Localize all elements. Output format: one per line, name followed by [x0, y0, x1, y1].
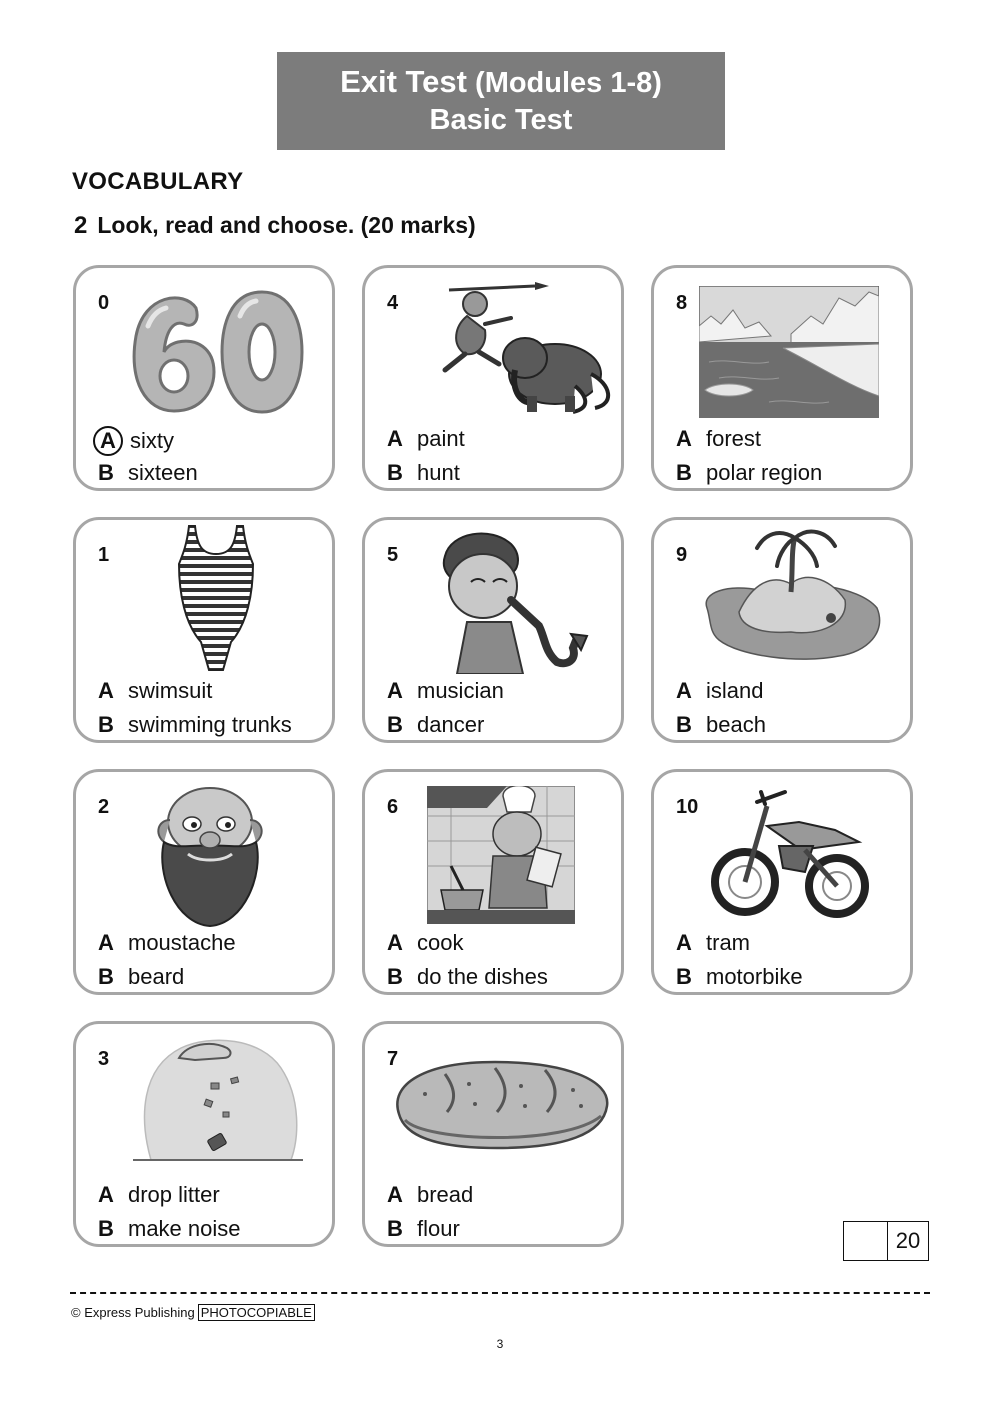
question-number: 1: [98, 544, 110, 566]
cut-line: [70, 1292, 930, 1294]
option-b[interactable]: [676, 964, 803, 990]
option-b[interactable]: [387, 460, 460, 486]
title-line: [277, 64, 725, 100]
question-card-10: [651, 769, 913, 995]
option-a[interactable]: [98, 426, 174, 456]
option-b[interactable]: [387, 1216, 460, 1242]
exercise-instruction: [74, 212, 476, 240]
option-b-text: beard: [128, 964, 185, 989]
question-number: 10: [676, 796, 699, 818]
option-letter-b: B: [387, 460, 403, 485]
option-b[interactable]: [98, 964, 184, 990]
question-number: 3: [98, 1048, 110, 1070]
score-box: [843, 1221, 929, 1261]
option-b-text: motorbike: [706, 964, 803, 989]
swimsuit-icon: [171, 524, 261, 674]
option-letter-b: B: [676, 964, 692, 989]
question-number: 0: [98, 292, 110, 314]
option-a[interactable]: [98, 678, 212, 704]
option-letter-a: A: [387, 930, 403, 955]
question-card-7: [362, 1021, 624, 1247]
option-letter-b: B: [387, 964, 403, 989]
question-number: 8: [676, 292, 688, 314]
option-letter-a: A: [676, 426, 692, 451]
option-letter-a: A: [98, 1182, 114, 1207]
option-letter-b: B: [676, 460, 692, 485]
option-a[interactable]: [676, 678, 763, 704]
option-a-text: musician: [417, 678, 504, 703]
option-a-text: island: [706, 678, 764, 703]
option-a-text: swimsuit: [128, 678, 213, 703]
bearded-man-icon: [148, 784, 273, 929]
question-card-4: [362, 265, 624, 491]
option-b[interactable]: [98, 460, 198, 486]
option-letter-a: A: [387, 426, 403, 451]
question-card-1: [73, 517, 335, 743]
question-card-2: [73, 769, 335, 995]
score-total: 20: [895, 1228, 921, 1253]
option-b[interactable]: [98, 712, 292, 738]
option-a[interactable]: [387, 678, 504, 704]
option-b-text: swimming trunks: [128, 712, 292, 737]
copyright-text: © Express Publishing: [71, 1305, 195, 1320]
option-a[interactable]: [98, 1182, 220, 1208]
question-number: 7: [387, 1048, 399, 1070]
saxophone-player-icon: [427, 526, 592, 674]
option-a[interactable]: [98, 930, 236, 956]
option-b-text: make noise: [128, 1216, 241, 1241]
option-b-text: flour: [417, 1216, 460, 1241]
option-letter-b: B: [98, 712, 114, 737]
option-letter-b: B: [387, 712, 403, 737]
option-a-text: cook: [417, 930, 464, 955]
option-b[interactable]: [676, 712, 766, 738]
test-modules: (Modules 1-8): [475, 67, 662, 99]
question-card-8: [651, 265, 913, 491]
motorbike-icon: [709, 786, 869, 926]
litter-icon: [131, 1028, 306, 1163]
palm-island-icon: [699, 528, 884, 668]
option-letter-a: A: [98, 678, 114, 703]
option-a-text: bread: [417, 1182, 474, 1207]
option-b-text: do the dishes: [417, 964, 548, 989]
option-b-text: hunt: [417, 460, 460, 485]
footer-copyright: [71, 1305, 315, 1320]
section-heading: VOCABULARY: [72, 168, 244, 195]
option-letter-a: A: [676, 930, 692, 955]
option-a[interactable]: [387, 426, 465, 452]
option-a[interactable]: [387, 930, 463, 956]
bread-loaf-icon: [385, 1054, 615, 1154]
option-a-text: paint: [417, 426, 465, 451]
option-b-text: sixteen: [128, 460, 198, 485]
option-b-text: dancer: [417, 712, 485, 737]
question-card-9: [651, 517, 913, 743]
option-letter-a: A: [676, 678, 692, 703]
option-b[interactable]: [387, 712, 484, 738]
question-number: 5: [387, 544, 399, 566]
question-number: 9: [676, 544, 688, 566]
option-a[interactable]: [387, 1182, 473, 1208]
option-a-text: forest: [706, 426, 762, 451]
option-a-text: moustache: [128, 930, 236, 955]
option-letter-a: A: [387, 678, 403, 703]
page-number: 3: [496, 1337, 504, 1351]
boy-cooking-icon: [427, 786, 575, 924]
question-number: 6: [387, 796, 399, 818]
option-a-text: tram: [706, 930, 750, 955]
option-b[interactable]: [387, 964, 548, 990]
option-letter-b: B: [387, 1216, 403, 1241]
option-a-text: sixty: [130, 428, 174, 453]
icebergs-icon: [699, 286, 879, 418]
question-card-6: [362, 769, 624, 995]
option-b[interactable]: [98, 1216, 241, 1242]
exercise-number: 2: [74, 212, 88, 239]
instruction-text: Look, read and choose. (20 marks): [97, 212, 476, 238]
option-letter-a: A: [98, 930, 114, 955]
caveman-hunting-mammoth-icon: [415, 274, 615, 419]
option-b[interactable]: [676, 460, 822, 486]
question-number: 2: [98, 796, 110, 818]
option-a[interactable]: [676, 426, 761, 452]
option-letter-b: B: [98, 964, 114, 989]
question-card-0: [73, 265, 335, 491]
option-letter-a: A: [387, 1182, 403, 1207]
number-sixty-icon: [126, 286, 306, 416]
score-earned-field[interactable]: [844, 1222, 888, 1260]
question-card-5: [362, 517, 624, 743]
option-a[interactable]: [676, 930, 750, 956]
question-number: 4: [387, 292, 399, 314]
option-letter-b: B: [676, 712, 692, 737]
photocopiable-label: PHOTOCOPIABLE: [198, 1304, 315, 1321]
title-banner: [277, 52, 725, 150]
option-b-text: beach: [706, 712, 766, 737]
circled-letter-a: A: [93, 426, 123, 456]
option-b-text: polar region: [706, 460, 823, 485]
option-a-text: drop litter: [128, 1182, 220, 1207]
question-card-3: [73, 1021, 335, 1247]
test-title: Exit Test: [340, 64, 467, 99]
option-letter-b: B: [98, 460, 114, 485]
option-letter-b: B: [98, 1216, 114, 1241]
test-subtitle: Basic Test: [429, 104, 573, 136]
